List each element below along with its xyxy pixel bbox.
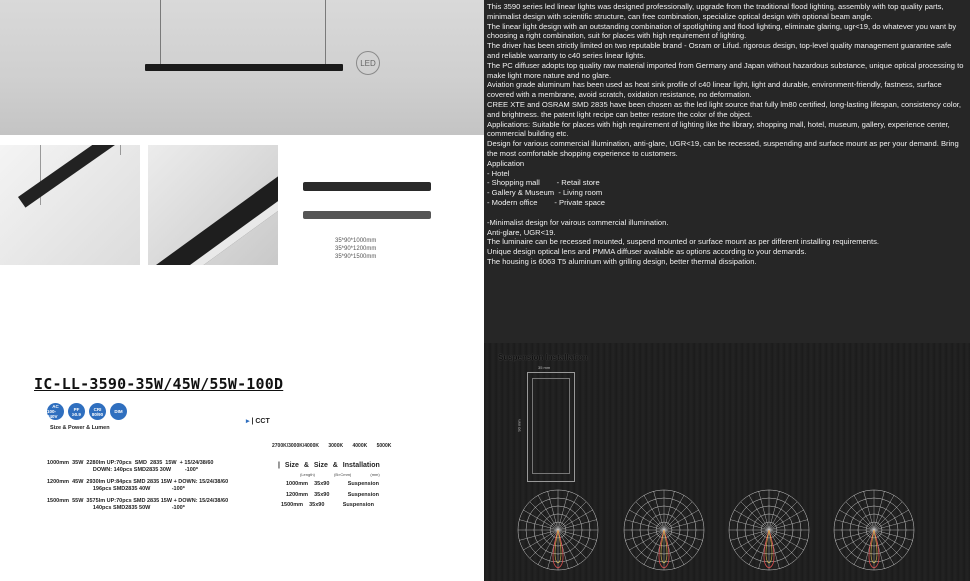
size-subheading: (Length) (B×Cmm) (mm) (300, 472, 380, 477)
lamp-closeup-photo (148, 145, 278, 265)
spacer (487, 208, 965, 218)
description-paragraph: Aviation grade aluminum has been used as heat sink profile of c40 linear light, light and durable, environment-friendly, fastness, surface covered with a membrane, avoid scratch, oxidation resistance, no deformation. (487, 80, 942, 100)
profile-height-label: 90 mm (516, 419, 522, 432)
size-row: 1000mm 35x90 Suspension (286, 481, 379, 487)
lamp-angle-photo (0, 145, 140, 265)
linear-lamp-image (145, 64, 343, 71)
size-heading: | Size & Size & Installation (278, 462, 380, 469)
description-paragraph: Design for various commercial illumination, anti-glare, UGR<19, can be recessed, suspending and surface mount as per your demand. Bring the most comfortable shopping experience to customers. (487, 139, 959, 158)
size-row: 1200mm 35x90 Suspension (286, 492, 379, 498)
suspension-wire (160, 0, 161, 64)
dimension-item: 35*90*1200mm (335, 246, 377, 252)
suspension-title: Suspension Installation (498, 353, 588, 362)
application-item: - Modern office - Private space (487, 197, 606, 207)
application-item: - Gallery & Museum - Living room (487, 188, 603, 198)
cct-values: 2700K/3000K/4000K 3000K 4000K 5000K (272, 443, 392, 449)
dim-icon: DIM (110, 403, 127, 420)
product-description (487, 2, 965, 267)
description-paragraph: Applications: Suitable for places with high requirement of lighting like the library, shopping mall, hotel, museum, gallery, experience center, commercial building etc. (487, 119, 950, 139)
description-paragraph: Anti-glare, UGR<19. (487, 227, 556, 237)
feature-icons (47, 403, 127, 420)
description-paragraph: Unique design optical lens and PMMA diffuser available as options according to your demands. (487, 247, 807, 257)
description-paragraph: The housing is 6063 T5 aluminum with grilling design, better thermal dissipation. (487, 256, 757, 266)
hero-photo (0, 0, 484, 135)
polar-diagram (828, 484, 920, 576)
description-paragraph: -Minimalist design for vairous commercial illumination. (487, 217, 669, 227)
lamp-top-view-image (303, 182, 431, 191)
description-paragraph: The PC diffuser adopts top quality raw material imported from Germany and Japan without hazardous substance, unique optical processing to make light more nature and no glare. (487, 60, 964, 80)
dimension-item: 35*90*1500mm (335, 254, 377, 260)
model-title: IC-LL-3590-35W/45W/55W-100D (34, 375, 284, 393)
polar-diagram (512, 484, 604, 576)
led-badge-icon: LED (356, 51, 380, 75)
dimension-list (335, 237, 376, 261)
lamp-side-view-image (303, 211, 431, 219)
power-row: 1500mm 55W 3575lm UP:70pcs SMD 2835 15W + DOWN: 15/24/38/60 140pcs SMD2835 50W -100* (47, 498, 229, 511)
description-paragraph: The linear light design with an outstanding combination of spotlighting and flood lighting, eliminate glaring, ugr<19, do whatever you want by choosing a right combination, suit for places with high requirement of lighting. (487, 21, 957, 41)
profile-width-label: 35 mm (538, 365, 551, 370)
polar-diagram (618, 484, 710, 576)
application-heading: Application (487, 158, 525, 168)
spl-label: Size & Power & Lumen (50, 425, 110, 431)
description-paragraph: The luminaire can be recessed mounted, suspend mounted or surface mount as per different installing requirements. (487, 237, 879, 247)
arrow-icon: ▸ (246, 418, 250, 425)
suspension-wire (325, 0, 326, 64)
left-panel (0, 0, 484, 581)
size-row: 1500mm 35x90 Suspension (281, 502, 374, 508)
cct-heading: ▸ | CCT (246, 418, 270, 425)
power-row: 1200mm 45W 2930lm UP:84pcs SMD 2835 15W + DOWN: 15/24/38/60 196pcs SMD2835 40W -100* (47, 479, 229, 492)
power-row: 1000mm 35W 2280lm UP:70pcs SMD 2835 15W + 15/24/38/60 DOWN: 140pcs SMD2835 30W -100* (47, 460, 214, 473)
description-paragraph: This 3590 series led linear lights was designed professionally, upgrade from the traditional flood lighting, assembly with top quality parts, minimalist design with scientific structure, can free combination, specialize optical design with optional beam angle. (487, 2, 944, 21)
dimension-item: 35*90*1000mm (335, 238, 377, 244)
description-paragraph: The driver has been strictly limited on two reputable brand - Osram or Lifud. rigorous design, top-level quality management guarantee safe and reliable warranty to c40 series linear lights. (487, 41, 952, 60)
description-paragraph: CREE XTE and OSRAM SMD 2835 have been chosen as the led light source that fully lm80 certified, long-lasting lifespan, consistency color, and brightness. the patent light recipe can better restore the color of the object. (487, 99, 962, 119)
ac-voltage-icon: AC 100-240V (47, 403, 64, 420)
application-item: - Shopping mall - Retail store (487, 178, 600, 188)
polar-diagram (723, 484, 815, 576)
cri-icon: CRI 80/90 (89, 403, 106, 420)
profile-cross-section (516, 365, 575, 482)
application-item: - Hotel (487, 168, 510, 178)
power-factor-icon: PF ≥0.9 (68, 403, 85, 420)
